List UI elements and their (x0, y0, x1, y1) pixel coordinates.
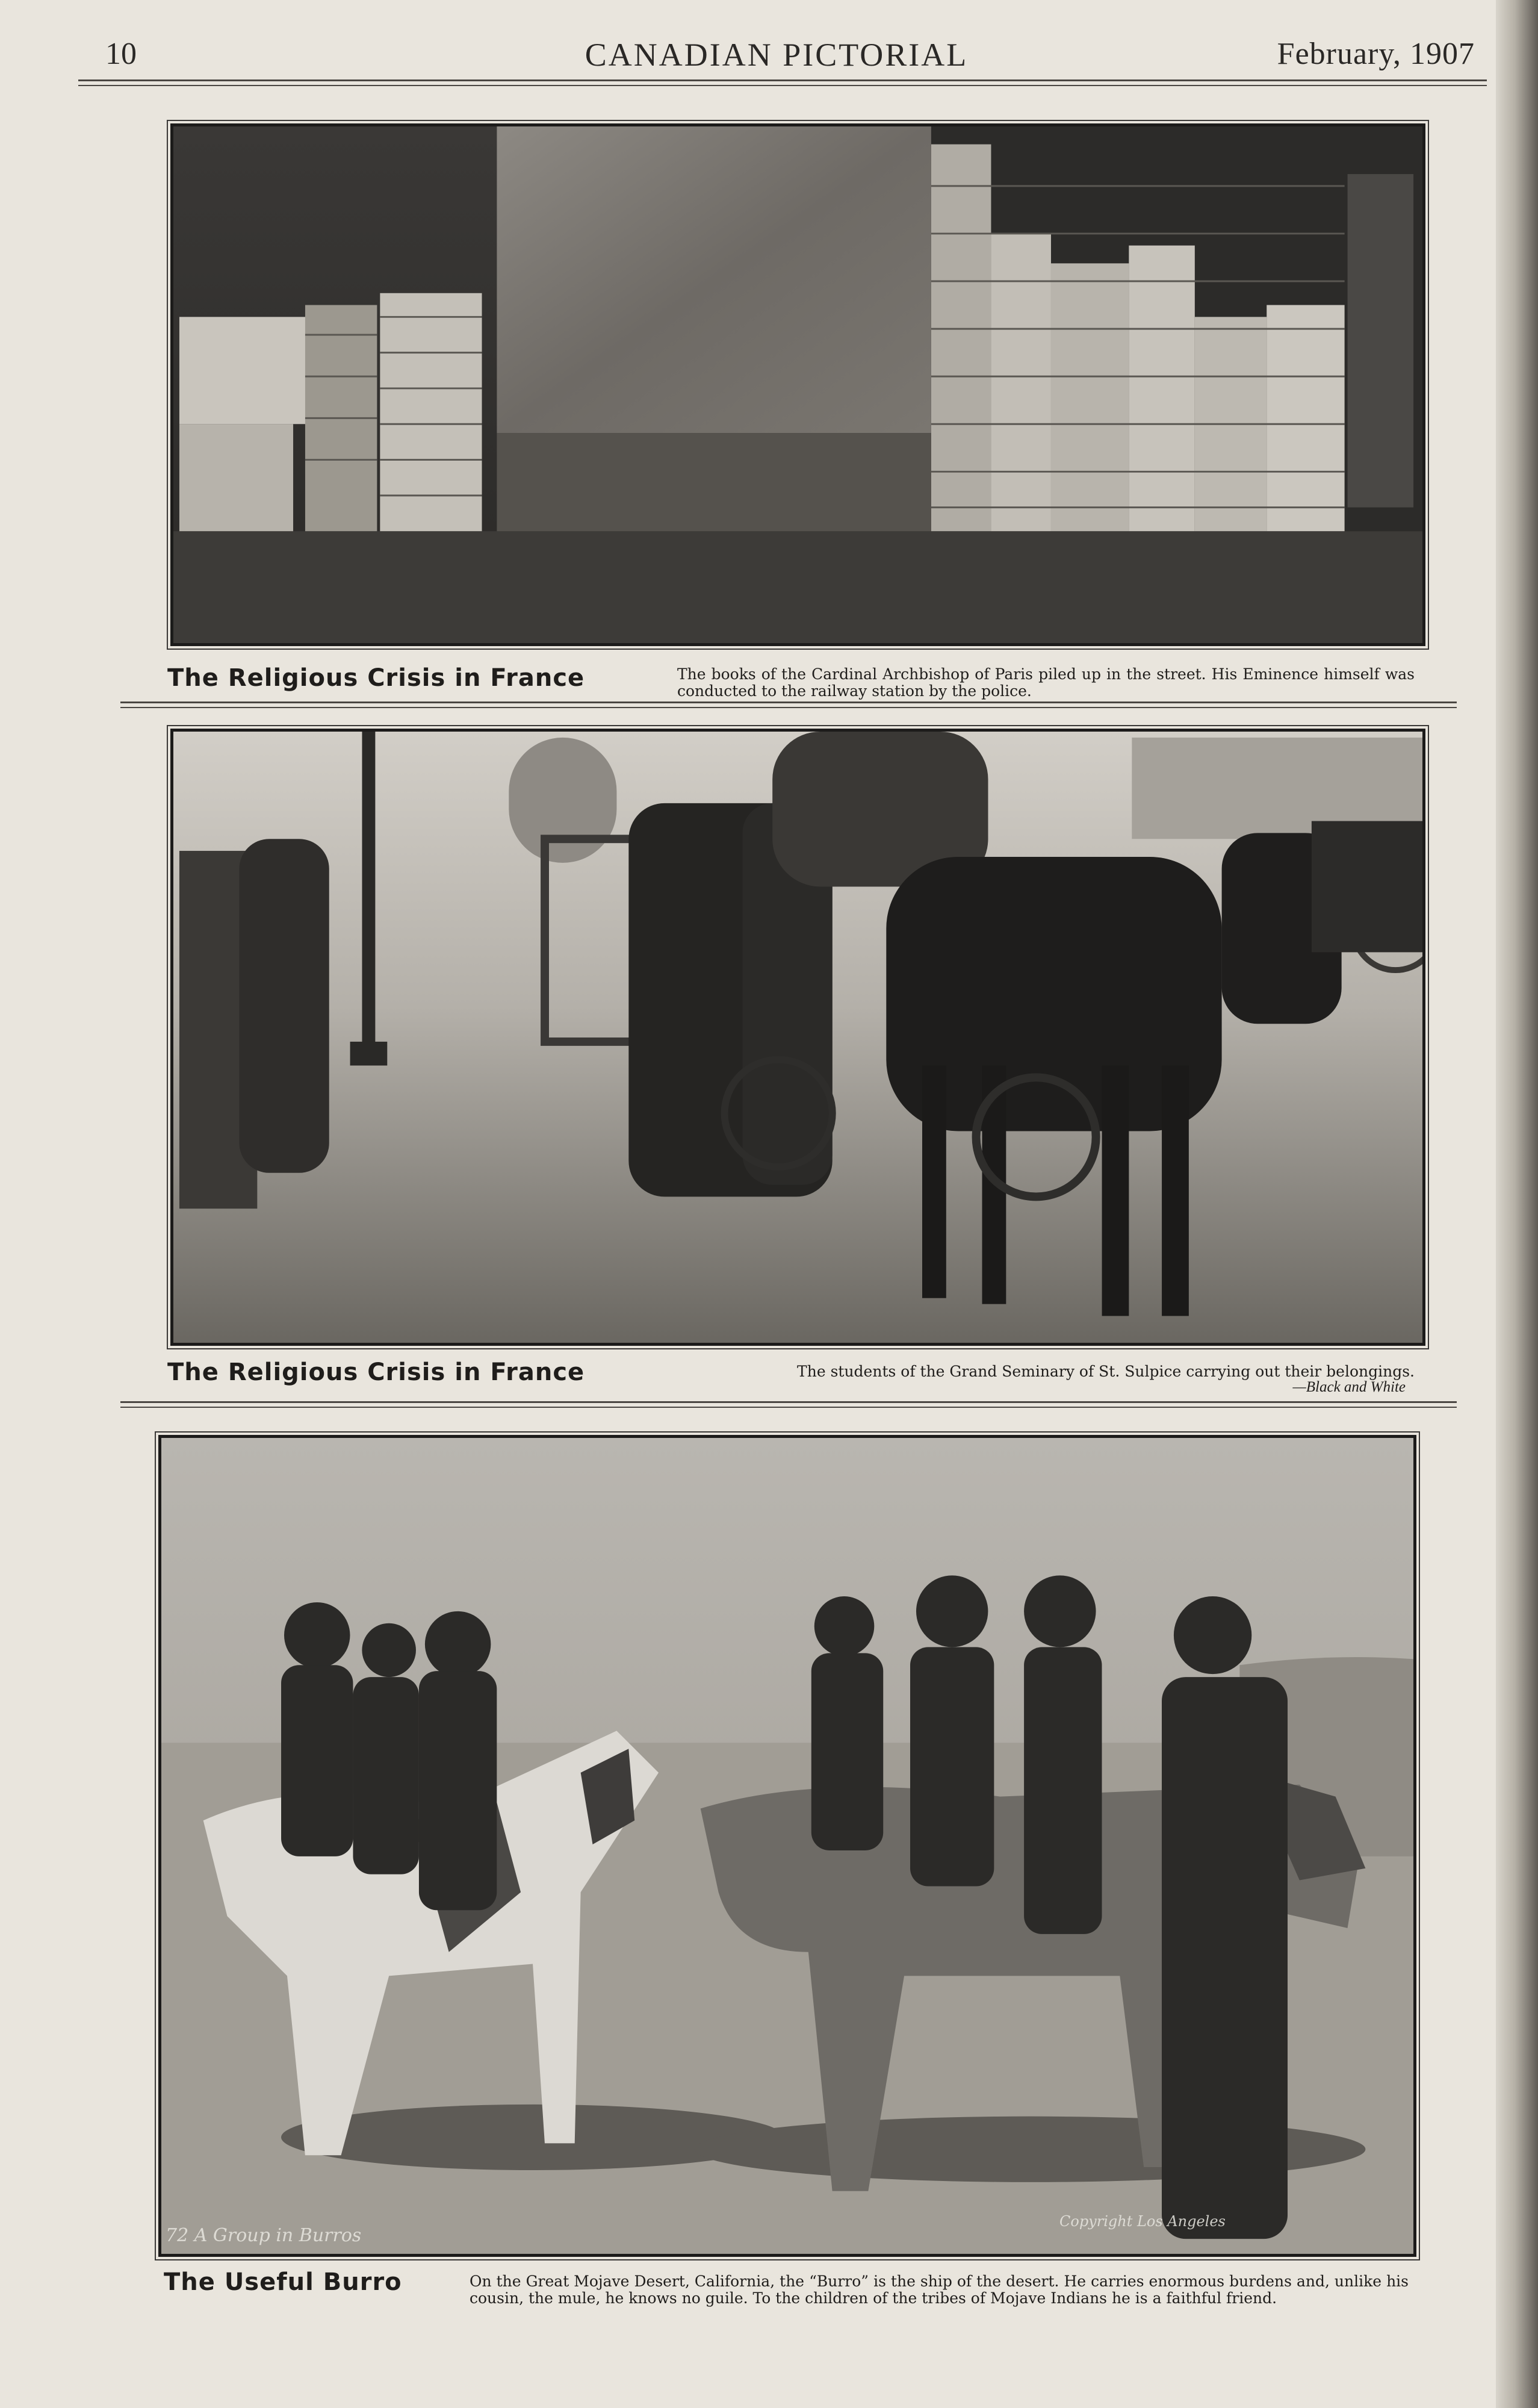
photo-seminary-cart (170, 729, 1425, 1346)
page-number: 10 (105, 37, 137, 71)
section-rule-1 (120, 702, 1457, 708)
issue-date: February, 1907 (1277, 37, 1475, 71)
photo-stamp-left: 72 A Group in Burros (166, 2225, 362, 2246)
page-header (78, 33, 1475, 81)
photo-credit-2: —Black and White (1292, 1379, 1406, 1395)
photo-children-on-burros (158, 1435, 1416, 2257)
caption-title-1: The Religious Crisis in France (167, 664, 585, 692)
caption-title-3: The Useful Burro (164, 2268, 402, 2296)
caption-text-2: The students of the Grand Seminary of St. Sulpice carrying out their belongings. (797, 1363, 1415, 1380)
photo-books-in-street (170, 123, 1425, 646)
caption-title-2: The Religious Crisis in France (167, 1358, 585, 1386)
section-rule-2 (120, 1401, 1457, 1408)
page-edge-shadow (1496, 0, 1538, 2408)
header-rule (78, 79, 1487, 86)
caption-text-3: On the Great Mojave Desert, California, the “Burro” is the ship of the desert. He carries enormous burdens and, unlike his cousin, the mule, he knows no guile. To the children of the tribes of Mojave Indians he is a faithful friend. (470, 2273, 1409, 2307)
publication-title: CANADIAN PICTORIAL (585, 37, 969, 73)
caption-text-1: The books of the Cardinal Archbishop of Paris piled up in the street. His Eminence himself was conducted to the railway station by the police. (677, 665, 1415, 700)
photo-stamp-right: Copyright Los Angeles (1059, 2213, 1226, 2230)
